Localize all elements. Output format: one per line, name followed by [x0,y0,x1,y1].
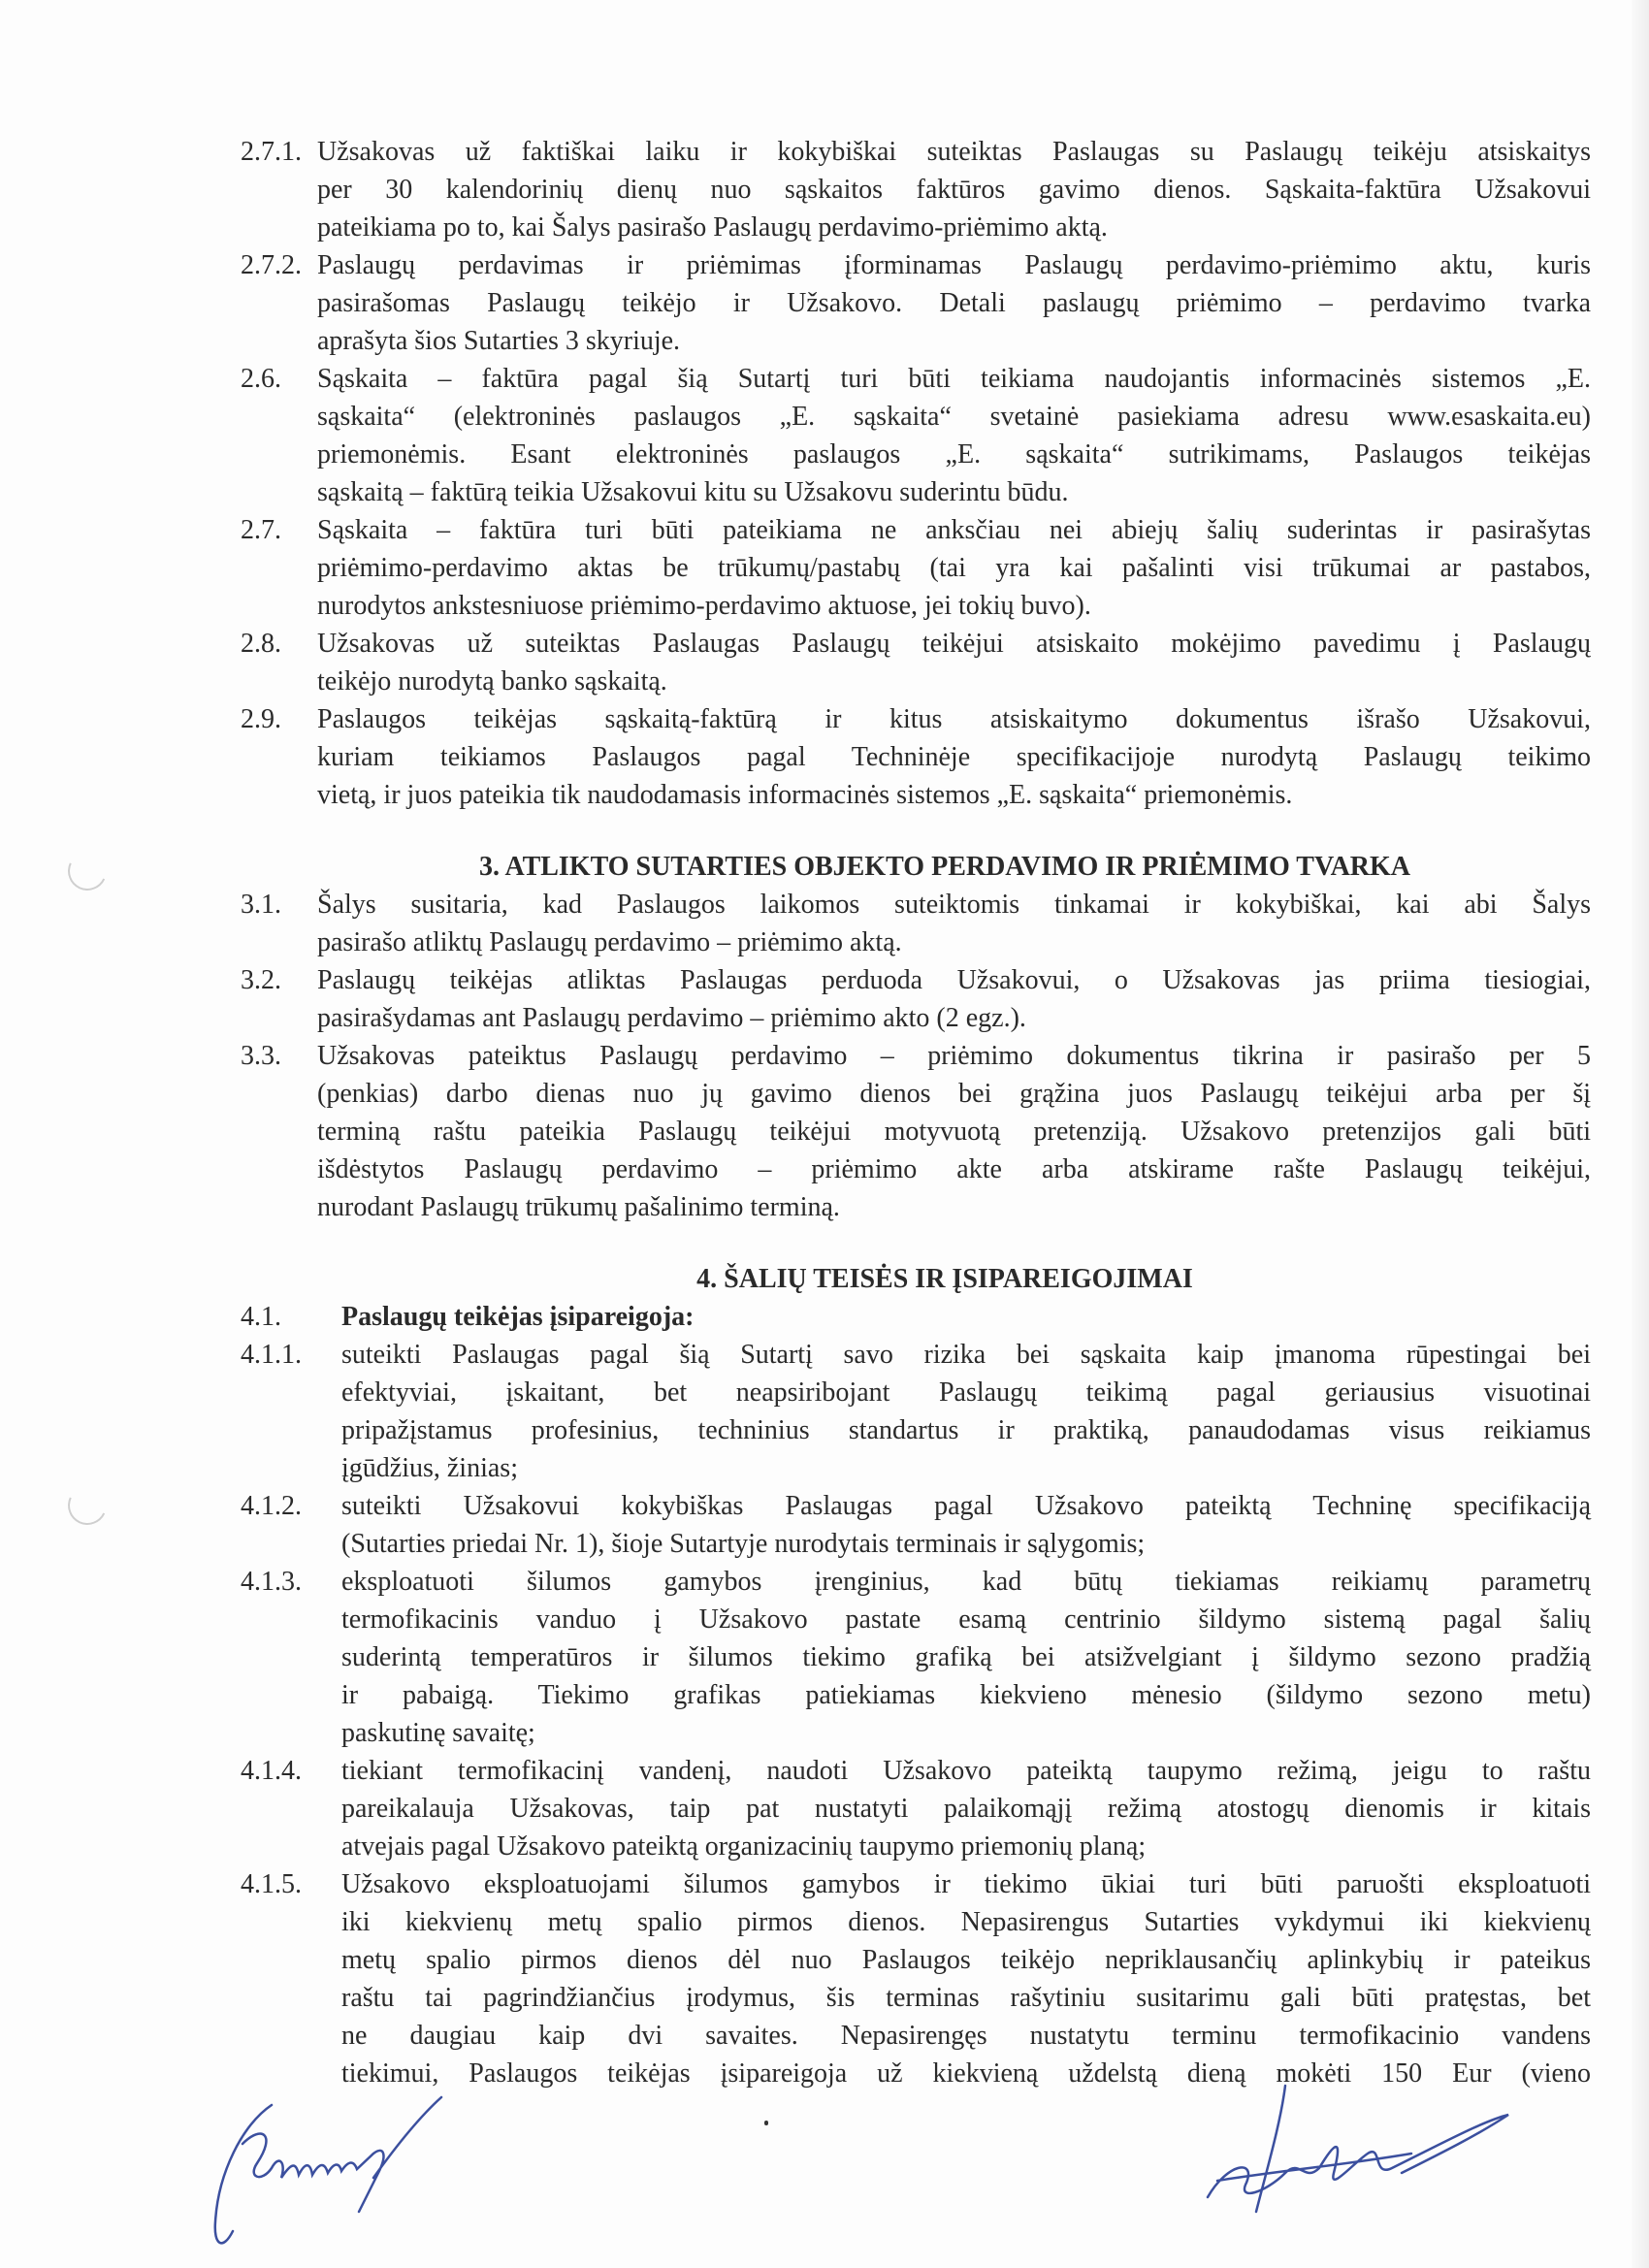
clause [241,133,1591,246]
clause-text-line: pateikiama po to, kai Šalys pasirašo Paslaugų perdavimo-priėmimo aktą. [317,212,1108,243]
signature-right [1188,2076,1518,2221]
clause-text-line: priemonėmis. Esant elektroninės paslaugos „E. sąskaita“ sutrikimams, Paslaugos teikėjas [317,439,1591,470]
clause [241,1752,1591,1865]
clause-text-line: Paslaugų perdavimas ir priėmimas įforminamas Paslaugų perdavimo-priėmimo aktu, kuris [317,250,1591,280]
clause-text-line: Sąskaita – faktūra turi būti pateikiama ne anksčiau nei abiejų šalių suderintas ir pasirašytas [317,515,1591,545]
clause-number: 2.7. [241,515,281,545]
clause-text-line: nurodant Paslaugų trūkumų pašalinimo terminą. [317,1192,840,1222]
clause-text-line: sąskaitą – faktūrą teikia Užsakovui kitu su Užsakovu suderintu būdu. [317,477,1069,507]
clause-text-line: paskutinę savaitę; [341,1718,535,1748]
section-heading: 4. ŠALIŲ TEISĖS IR ĮSIPAREIGOJIMAI [696,1264,1193,1294]
clause-number: 3.2. [241,965,281,995]
clause-number: 2.8. [241,629,281,659]
clause [241,360,1591,511]
clause-text-line: Paslaugų teikėjas įsipareigoja: [341,1302,695,1332]
page-edge [1632,0,1649,2268]
clause-text-line: tiekimui, Paslaugos teikėjas įsipareigoja už kiekvieną uždelstą dieną mokėti 150 Eur (vieno [341,2058,1591,2089]
clause-text-line: suderintą temperatūros ir šilumos tiekimo grafiką bei atsižvelgiant į šildymo sezono pradžią [341,1642,1591,1672]
clause-text-line: pasirašomas Paslaugų teikėjo ir Užsakovo. Detali paslaugų priėmimo – perdavimo tvarka [317,288,1591,318]
signature-left [204,2086,466,2260]
clause-number: 2.7.1. [241,137,302,167]
clause-text-line: suteikti Užsakovui kokybiškas Paslaugas pagal Užsakovo pateiktą Techninę specifikaciją [341,1491,1591,1521]
clause-text-line: metų spalio pirmos dienos dėl nuo Paslaugos teikėjo nepriklausančių aplinkybių ir pateikus [341,1945,1591,1975]
clause-text-line: suteikti Paslaugas pagal šią Sutartį savo rizika bei sąskaita kaip įmanoma rūpestingai bei [341,1340,1591,1370]
clause-number: 2.7.2. [241,250,302,280]
clause-text-line: Užsakovas už faktiškai laiku ir kokybiškai suteiktas Paslaugas su Paslaugų teikėju atsiskaitys [317,137,1591,167]
clause-text-line: Užsakovo eksploatuojami šilumos gamybos ir tiekimo ūkiai turi būti paruošti eksploatuoti [341,1869,1591,1899]
clause-text-line: atvejais pagal Užsakovo pateiktą organizacinių taupymo priemonių planą; [341,1831,1147,1862]
clause [241,1298,1591,1336]
clause-text-line: eksploatuoti šilumos gamybos įrenginius, kad būtų tiekiamas reikiamų parametrų [341,1567,1591,1597]
clause-text-line: efektyviai, įskaitant, bet neapsiribojant Paslaugų teikimą pagal geriausius visuotinai [341,1377,1591,1408]
clause-number: 4.1.5. [241,1869,302,1899]
clause-text-line: ne daugiau kaip dvi savaites. Nepasirengęs nustatytu terminu termofikacinio vandens [341,2021,1591,2051]
clause-number: 3.3. [241,1041,281,1071]
clause-text-line: Paslaugų teikėjas atliktas Paslaugas perduoda Užsakovui, o Užsakovas jas priima tiesiogiai, [317,965,1591,995]
clause-text-line: (Sutarties priedai Nr. 1), šioje Sutartyje nurodytais terminais ir sąlygomis; [341,1529,1146,1559]
clause [241,961,1591,1037]
clause-text-line: pareikalauja Užsakovas, taip pat nustatyti palaikomąjį režimą atostogų dienomis ir kitais [341,1794,1591,1824]
punch-hole-mark [62,1480,112,1530]
clause [241,511,1591,625]
clause-text-line: Užsakovas už suteiktas Paslaugas Paslaugų teikėjui atsiskaito mokėjimo pavedimu į Paslaugų [317,629,1591,659]
clause [241,1865,1591,2092]
section-heading: 3. ATLIKTO SUTARTIES OBJEKTO PERDAVIMO IR PRIĖMIMO TVARKA [478,852,1411,882]
clause [241,1037,1591,1226]
clause-text-line: pasirašo atliktų Paslaugų perdavimo – priėmimo aktą. [317,927,902,957]
clause-text-line: Sąskaita – faktūra pagal šią Sutartį turi būti teikiama naudojantis informacinės sistemos „E. [317,364,1591,394]
clause-text-line: pripažįstamus profesinius, techninius standartus ir praktiką, panaudodamas visus reikiamus [341,1415,1591,1445]
clause-text-line: pasirašydamas ant Paslaugų perdavimo – priėmimo akto (2 egz.). [317,1003,1026,1033]
clause-number: 4.1.4. [241,1756,302,1786]
clause-text-line: raštu tai pagrindžiančius įrodymus, šis terminas rašytiniu susitarimu gali būti pratęstas, bet [341,1983,1591,2013]
punch-hole-mark [62,846,112,895]
clause-text-line: Užsakovas pateiktus Paslaugų perdavimo – priėmimo dokumentus tikrina ir pasirašo per 5 [317,1041,1591,1071]
ink-dot [764,2121,768,2125]
clause-text-line: tiekiant termofikacinį vandenį, naudoti Užsakovo pateiktą taupymo režimą, jeigu to raštu [341,1756,1591,1786]
clause-number: 3.1. [241,890,281,920]
clause-text-line: termofikacinis vanduo į Užsakovo pastate esamą centrinio šildymo sistemą pagal šalių [341,1604,1591,1635]
clause-text-line: terminą raštu pateikia Paslaugų teikėjui motyvuotą pretenziją. Užsakovo pretenzijos gali būti [317,1117,1591,1147]
clause [241,1487,1591,1563]
clause-number: 2.9. [241,704,281,734]
clause-number: 2.6. [241,364,281,394]
clause-text-line: teikėjo nurodytą banko sąskaitą. [317,666,667,697]
clause-text-line: priėmimo-perdavimo aktas be trūkumų/pastabų (tai yra kai pašalinti visi trūkumai ar pastabos, [317,553,1591,583]
clause-number: 4.1.1. [241,1340,302,1370]
clause-text-line: per 30 kalendorinių dienų nuo sąskaitos faktūros gavimo dienos. Sąskaita-faktūra Užsakovui [317,175,1591,205]
clause-text-line: kuriam teikiamos Paslaugos pagal Techninėje specifikacijoje nurodytą Paslaugų teikimo [317,742,1591,772]
clause [241,625,1591,700]
clause-number: 4.1. [241,1302,281,1332]
clause-text-line: ir pabaigą. Tiekimo grafikas patiekiamas kiekvieno mėnesio (šildymo sezono metu) [341,1680,1591,1710]
clause-text-line: Šalys susitaria, kad Paslaugos laikomos suteiktomis tinkamai ir kokybiškai, kai abi Šalys [317,890,1591,920]
clause-text-line: išdėstytos Paslaugų perdavimo – priėmimo akte arba atskirame rašte Paslaugų teikėjui, [317,1154,1591,1184]
clause [241,246,1591,360]
clause [241,886,1591,961]
clause-number: 4.1.3. [241,1567,302,1597]
clause-text-line: nurodytos ankstesniuose priėmimo-perdavimo aktuose, jei tokių buvo). [317,591,1091,621]
clause-text-line: įgūdžius, žinias; [341,1453,518,1483]
clause-text-line: aprašyta šios Sutarties 3 skyriuje. [317,326,681,356]
clause [241,700,1591,814]
clause-text-line: iki kiekvienų metų spalio pirmos dienos. Nepasirengus Sutarties vykdymui iki kiekvienų [341,1907,1591,1937]
clause-text-line: sąskaita“ (elektroninės paslaugos „E. sąskaita“ svetainė pasiekiama adresu www.esaskaita.eu) [317,402,1591,432]
clause-number: 4.1.2. [241,1491,302,1521]
clause [241,1563,1591,1752]
clause [241,1336,1591,1487]
clause-text-line: Paslaugos teikėjas sąskaitą-faktūrą ir kitus atsiskaitymo dokumentus išrašo Užsakovui, [317,704,1591,734]
document-body [241,133,1591,2092]
clause-text-line: (penkias) darbo dienas nuo jų gavimo dienos bei grąžina juos Paslaugų teikėjui arba per šį [317,1079,1591,1109]
clause-text-line: vietą, ir juos pateikia tik naudodamasis informacinės sistemos „E. sąskaita“ priemonėmis. [317,780,1293,810]
